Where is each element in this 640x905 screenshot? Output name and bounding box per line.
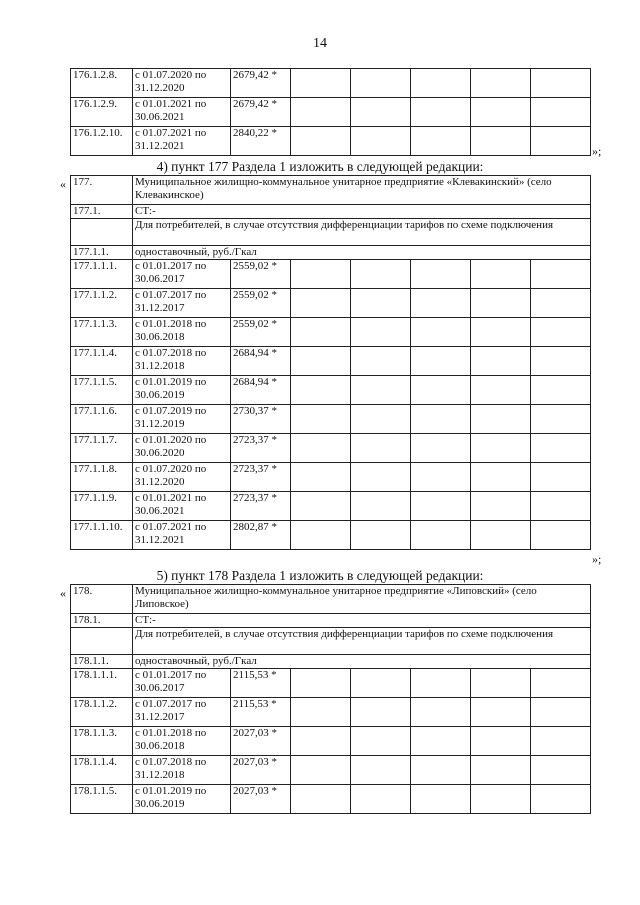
table-row <box>71 69 591 98</box>
row-period: с 01.01.2021 по 30.06.2021 <box>133 492 231 521</box>
row-number: 178.1.1.1. <box>71 669 133 698</box>
rate-number: 177.1.1. <box>71 246 133 260</box>
row-number: 177.1.1.6. <box>71 405 133 434</box>
empty-cell <box>471 669 531 698</box>
empty-cell <box>471 69 531 98</box>
empty-cell <box>291 492 351 521</box>
empty-cell <box>411 492 471 521</box>
empty-cell <box>471 289 531 318</box>
empty-cell <box>291 698 351 727</box>
row-period: с 01.01.2019 по 30.06.2019 <box>133 376 231 405</box>
empty-cell <box>351 492 411 521</box>
empty-cell <box>351 318 411 347</box>
empty-cell <box>291 405 351 434</box>
row-number: 178.1.1.3. <box>71 727 133 756</box>
empty-cell <box>411 405 471 434</box>
empty-cell <box>291 98 351 127</box>
row-period: с 01.07.2017 по 31.12.2017 <box>133 698 231 727</box>
empty-cell <box>351 434 411 463</box>
tariff-table-178 <box>70 584 591 814</box>
empty-cell <box>531 521 591 550</box>
row-period: с 01.07.2021 по 31.12.2021 <box>133 127 231 156</box>
empty-cell <box>531 727 591 756</box>
empty-cell <box>531 669 591 698</box>
table-row <box>71 289 591 318</box>
row-number: 178.1.1.2. <box>71 698 133 727</box>
empty-cell <box>411 434 471 463</box>
table-row <box>71 669 591 698</box>
empty-cell <box>291 756 351 785</box>
table-row <box>71 98 591 127</box>
empty-cell <box>351 405 411 434</box>
org-number: 177. <box>71 176 133 205</box>
empty-cell <box>471 127 531 156</box>
empty-cell <box>471 318 531 347</box>
empty-cell <box>471 98 531 127</box>
empty-cell <box>471 347 531 376</box>
row-period: с 01.01.2018 по 30.06.2018 <box>133 318 231 347</box>
empty-cell <box>531 463 591 492</box>
row-period: с 01.07.2018 по 31.12.2018 <box>133 756 231 785</box>
table-row <box>71 521 591 550</box>
row-number: 177.1.1.9. <box>71 492 133 521</box>
empty-cell <box>411 260 471 289</box>
row-number: 177.1.1.1. <box>71 260 133 289</box>
empty-cell <box>351 669 411 698</box>
row-period: с 01.07.2017 по 31.12.2017 <box>133 289 231 318</box>
empty-cell <box>471 785 531 814</box>
empty-cell <box>351 98 411 127</box>
row-tariff-value: 2684,94 * <box>231 376 291 405</box>
empty-cell <box>411 347 471 376</box>
empty-cell <box>471 492 531 521</box>
empty-cell <box>291 785 351 814</box>
row-tariff-value: 2723,37 * <box>231 463 291 492</box>
empty-cell <box>531 289 591 318</box>
row-tariff-value: 2723,37 * <box>231 434 291 463</box>
closing-quote-mark: »; <box>592 552 602 566</box>
rate-label: одноставочный, руб./Гкал <box>133 246 591 260</box>
row-tariff-value: 2027,03 * <box>231 785 291 814</box>
empty-cell <box>411 785 471 814</box>
row-number: 176.1.2.8. <box>71 69 133 98</box>
empty-cell <box>531 98 591 127</box>
empty-cell <box>291 463 351 492</box>
row-tariff-value: 2723,37 * <box>231 492 291 521</box>
empty-cell <box>291 434 351 463</box>
tariff-table-176 <box>70 68 591 156</box>
empty-cell <box>531 260 591 289</box>
empty-cell <box>411 127 471 156</box>
empty-cell <box>531 405 591 434</box>
consumers-description: Для потребителей, в случае отсутствия дифференциации тарифов по схеме подключения <box>133 628 591 655</box>
row-period: с 01.01.2017 по 30.06.2017 <box>133 669 231 698</box>
empty-cell <box>471 434 531 463</box>
empty-cell <box>471 405 531 434</box>
empty-cell <box>471 698 531 727</box>
org-name: Муниципальное жилищно-коммунальное унитарное предприятие «Липовский» (село Липовское) <box>133 585 591 614</box>
empty-cell <box>351 260 411 289</box>
empty-cell <box>351 289 411 318</box>
row-tariff-value: 2027,03 * <box>231 727 291 756</box>
empty-cell <box>411 98 471 127</box>
empty-cell <box>351 376 411 405</box>
empty-cell <box>531 492 591 521</box>
empty-cell <box>351 727 411 756</box>
empty-cell <box>291 727 351 756</box>
table-row <box>71 260 591 289</box>
empty-cell <box>351 463 411 492</box>
table-row <box>71 405 591 434</box>
consumers-description: Для потребителей, в случае отсутствия дифференциации тарифов по схеме подключения <box>133 219 591 246</box>
empty-cell <box>531 127 591 156</box>
opening-quote-mark: « <box>60 586 66 600</box>
row-tariff-value: 2559,02 * <box>231 289 291 318</box>
table-row <box>71 492 591 521</box>
empty-cell <box>291 289 351 318</box>
row-period: с 01.01.2020 по 30.06.2020 <box>133 434 231 463</box>
empty-cell <box>291 347 351 376</box>
empty-cell <box>471 521 531 550</box>
table-row <box>71 127 591 156</box>
rate-number: 178.1.1. <box>71 655 133 669</box>
empty-cell <box>351 756 411 785</box>
row-number: 176.1.2.10. <box>71 127 133 156</box>
row-number: 177.1.1.3. <box>71 318 133 347</box>
empty-cell <box>471 727 531 756</box>
empty-cell <box>531 434 591 463</box>
empty-cell <box>351 127 411 156</box>
row-number: 177.1.1.4. <box>71 347 133 376</box>
empty-cell <box>411 669 471 698</box>
empty-cell <box>531 756 591 785</box>
empty-cell <box>531 376 591 405</box>
empty-cell <box>471 756 531 785</box>
row-number: 176.1.2.9. <box>71 98 133 127</box>
row-period: с 01.01.2019 по 30.06.2019 <box>133 785 231 814</box>
row-number: 178.1.1.5. <box>71 785 133 814</box>
row-number: 177.1.1.2. <box>71 289 133 318</box>
row-period: с 01.07.2018 по 31.12.2018 <box>133 347 231 376</box>
empty-cell <box>291 521 351 550</box>
row-period: с 01.01.2018 по 30.06.2018 <box>133 727 231 756</box>
table-row <box>71 785 591 814</box>
row-period: с 01.07.2020 по 31.12.2020 <box>133 69 231 98</box>
table-row <box>71 698 591 727</box>
table-row <box>71 463 591 492</box>
empty-cell <box>411 376 471 405</box>
empty-cell <box>291 669 351 698</box>
row-tariff-value: 2802,87 * <box>231 521 291 550</box>
table-row <box>71 727 591 756</box>
empty-cell <box>351 69 411 98</box>
ct-label: СТ:- <box>133 205 591 219</box>
empty-cell <box>351 521 411 550</box>
section-heading-178: 5) пункт 178 Раздела 1 изложить в следующей редакции: <box>156 568 484 583</box>
row-tariff-value: 2679,42 * <box>231 98 291 127</box>
table-row <box>71 376 591 405</box>
empty-cell <box>531 69 591 98</box>
row-period: с 01.07.2020 по 31.12.2020 <box>133 463 231 492</box>
table-row <box>71 434 591 463</box>
row-tariff-value: 2559,02 * <box>231 260 291 289</box>
empty-cell <box>531 785 591 814</box>
row-tariff-value: 2679,42 * <box>231 69 291 98</box>
row-tariff-value: 2115,53 * <box>231 669 291 698</box>
empty-cell <box>291 318 351 347</box>
closing-quote-mark: »; <box>592 144 602 158</box>
row-number: 177.1.1.7. <box>71 434 133 463</box>
opening-quote-mark: « <box>60 177 66 191</box>
org-name: Муниципальное жилищно-коммунальное унитарное предприятие «Клевакинский» (село Клевакинское) <box>133 176 591 205</box>
row-period: с 01.07.2019 по 31.12.2019 <box>133 405 231 434</box>
tariff-table-177 <box>70 175 591 550</box>
empty-cell <box>471 463 531 492</box>
table-row <box>71 318 591 347</box>
row-tariff-value: 2730,37 * <box>231 405 291 434</box>
empty-cell <box>531 698 591 727</box>
section-heading-177: 4) пункт 177 Раздела 1 изложить в следующей редакции: <box>156 159 484 174</box>
ct-label: СТ:- <box>133 614 591 628</box>
empty-cell <box>291 376 351 405</box>
empty-cell <box>531 347 591 376</box>
empty-cell <box>411 69 471 98</box>
row-tariff-value: 2840,22 * <box>231 127 291 156</box>
row-number: 178.1.1.4. <box>71 756 133 785</box>
empty-cell <box>411 318 471 347</box>
empty-cell <box>351 347 411 376</box>
empty-cell <box>351 698 411 727</box>
empty-cell <box>291 260 351 289</box>
row-tariff-value: 2115,53 * <box>231 698 291 727</box>
empty-cell <box>471 260 531 289</box>
row-number: 177.1.1.8. <box>71 463 133 492</box>
page-number: 14 <box>313 36 327 51</box>
empty-cell <box>411 289 471 318</box>
empty-cell <box>411 756 471 785</box>
empty-cell <box>291 69 351 98</box>
empty-cell <box>351 785 411 814</box>
ct-number: 178.1. <box>71 614 133 628</box>
empty-cell <box>411 521 471 550</box>
table-row <box>71 756 591 785</box>
row-tariff-value: 2027,03 * <box>231 756 291 785</box>
table-row <box>71 347 591 376</box>
empty-cell <box>411 727 471 756</box>
org-number: 178. <box>71 585 133 614</box>
row-period: с 01.01.2017 по 30.06.2017 <box>133 260 231 289</box>
row-period: с 01.07.2021 по 31.12.2021 <box>133 521 231 550</box>
empty-cell <box>471 376 531 405</box>
empty-cell <box>531 318 591 347</box>
rate-label: одноставочный, руб./Гкал <box>133 655 591 669</box>
empty-cell <box>411 698 471 727</box>
row-number: 177.1.1.5. <box>71 376 133 405</box>
empty-cell <box>291 127 351 156</box>
row-tariff-value: 2559,02 * <box>231 318 291 347</box>
row-period: с 01.01.2021 по 30.06.2021 <box>133 98 231 127</box>
row-tariff-value: 2684,94 * <box>231 347 291 376</box>
ct-number: 177.1. <box>71 205 133 219</box>
row-number: 177.1.1.10. <box>71 521 133 550</box>
empty-cell <box>411 463 471 492</box>
